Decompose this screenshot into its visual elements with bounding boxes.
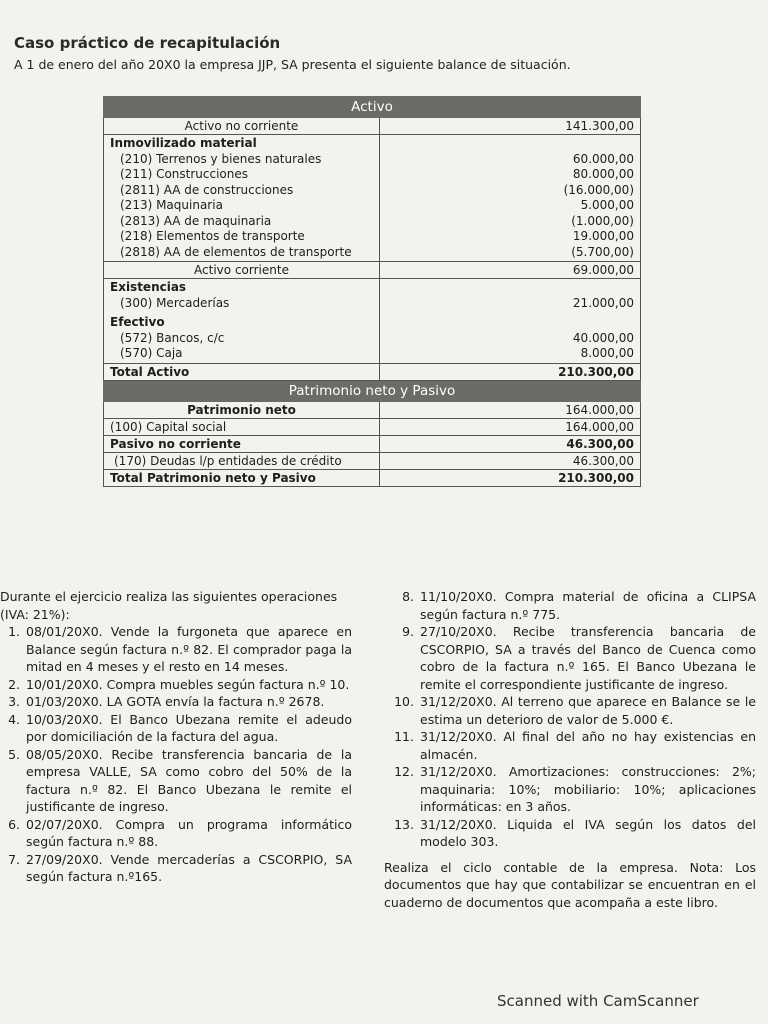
total-activo-label: Total Activo [104, 363, 380, 380]
inmov-values [380, 135, 641, 262]
anc-label: Activo no corriente [104, 118, 380, 135]
ops-intro: Durante el ejercicio realiza las siguientes operaciones (IVA: 21%): [0, 589, 338, 622]
inmov-item-value: (16.000,00) [563, 182, 634, 197]
operation-item [0, 693, 352, 711]
operation-number: 7. [8, 851, 20, 867]
efectivo-item-label: (570) Caja [120, 346, 183, 360]
activo-header: Activo [104, 97, 641, 118]
inmov-item-label: (2818) AA de elementos de transporte [120, 244, 352, 259]
efectivo-item-value: 8.000,00 [580, 346, 634, 360]
operation-number: 10. [394, 694, 414, 709]
inmov-item-label: (218) Elementos de transporte [120, 229, 305, 243]
balance-sheet-table [103, 96, 641, 487]
inmov-item-label: (2813) AA de maquinaria [120, 213, 272, 228]
operation-text: 02/07/20X0. Compra un programa informático según factura n.º 88. [26, 816, 352, 849]
inmov-item-value: 80.000,00 [572, 167, 634, 181]
operation-text: 11/10/20X0. Compra material de oficina a CLIPSA según factura n.º 775. [420, 589, 756, 622]
operation-number: 8. [402, 589, 414, 604]
operation-item [384, 693, 756, 728]
operation-text: 10/03/20X0. El Banco Ubezana remite el adeudo por domiciliación de la factura del agua. [26, 711, 352, 744]
ac-label: Activo corriente [104, 262, 380, 279]
deudas-value: 46.300,00 [380, 452, 641, 469]
operation-item [0, 816, 352, 851]
operation-number: 6. [8, 816, 20, 832]
operation-item [0, 676, 352, 694]
camscanner-watermark: Scanned with CamScanner [497, 992, 699, 1010]
intro-text: A 1 de enero del año 20X0 la empresa JJP, SA presenta el siguiente balance de situación. [14, 57, 571, 72]
operation-item [0, 746, 352, 816]
pnc-label: Pasivo no corriente [104, 435, 380, 452]
operation-item [384, 623, 756, 693]
operation-text: 10/01/20X0. Compra muebles según factura n.º 10. [26, 676, 350, 692]
inmov-item-label: (211) Construcciones [120, 167, 249, 181]
ac-total: 69.000,00 [380, 262, 641, 279]
operation-number: 11. [394, 729, 414, 744]
operation-item [384, 588, 756, 623]
inmov-item-label: (210) Terrenos y bienes naturales [120, 151, 322, 166]
operation-item [384, 763, 756, 816]
operation-item [384, 728, 756, 763]
operation-text: 31/12/20X0. Liquida el IVA según los datos del modelo 303. [420, 816, 756, 849]
page-title: Caso práctico de recapitulación [14, 34, 281, 52]
final-note: Realiza el ciclo contable de la empresa. Nota: Los documentos que hay que contabilizar se encuentran en el cuaderno de documentos que acompaña a este libro. [384, 859, 756, 910]
inmov-item-value: (5.700,00) [571, 244, 634, 259]
operation-number: 1. [8, 624, 20, 639]
exist-header: Existencias [110, 280, 187, 294]
total-pnp: 210.300,00 [380, 469, 641, 486]
operation-number: 13. [394, 816, 414, 832]
operation-number: 5. [8, 746, 20, 762]
total-activo: 210.300,00 [380, 363, 641, 380]
operations-left-column [0, 588, 352, 886]
operation-text: 31/12/20X0. Amortizaciones: construcciones: 2%; maquinaria: 10%; mobiliario: 10%; aplicaciones informáticas: en 3 años. [420, 764, 756, 814]
inmov-item-value: (1.000,00) [571, 213, 634, 228]
inmov-item-value: 19.000,00 [572, 229, 634, 243]
operation-number: 4. [8, 711, 20, 727]
anc-total: 141.300,00 [380, 118, 641, 135]
ac-values [380, 279, 641, 364]
operation-item [384, 816, 756, 851]
total-pnp-label: Total Patrimonio neto y Pasivo [104, 469, 380, 486]
pn-label: Patrimonio neto [104, 401, 380, 418]
inmov-labels [104, 135, 380, 262]
ac-labels [104, 279, 380, 364]
operation-text: 08/05/20X0. Recibe transferencia bancaria de la empresa VALLE, SA como cobro del 50% de la factura n.º 82. El Banco Ubezana le remite el justificante de ingreso. [26, 746, 352, 814]
operation-item [0, 711, 352, 746]
inmov-header: Inmovilizado material [110, 136, 257, 150]
operation-text: 27/09/20X0. Vende mercaderías a CSCORPIO, SA según factura n.º165. [26, 851, 352, 884]
inmov-item-label: (2811) AA de construcciones [120, 182, 294, 197]
pn-total: 164.000,00 [380, 401, 641, 418]
capital-value: 164.000,00 [380, 418, 641, 435]
inmov-item-value: 5.000,00 [580, 198, 634, 212]
operation-item [0, 851, 352, 886]
pnc-total: 46.300,00 [380, 435, 641, 452]
operation-text: 08/01/20X0. Vende la furgoneta que aparece en Balance según factura n.º 82. El comprador paga la mitad en 4 meses y el resto en 14 meses. [26, 624, 352, 674]
exist-item-value: 21.000,00 [572, 295, 634, 310]
operation-number: 3. [8, 694, 20, 709]
operation-text: 31/12/20X0. Al terreno que aparece en Balance se le estima un deterioro de valor de 5.000 €. [420, 694, 756, 727]
deudas-label: (170) Deudas l/p entidades de crédito [104, 452, 380, 469]
operation-number: 2. [8, 676, 20, 692]
inmov-item-label: (213) Maquinaria [120, 198, 223, 212]
operation-text: 31/12/20X0. Al final del año no hay existencias en almacén. [420, 729, 756, 762]
capital-label: (100) Capital social [104, 418, 380, 435]
operation-number: 12. [394, 764, 414, 779]
operations-right-column [384, 588, 756, 911]
efectivo-item-value: 40.000,00 [572, 330, 634, 345]
efectivo-item-label: (572) Bancos, c/c [120, 330, 225, 345]
operation-item [0, 623, 352, 676]
efectivo-header: Efectivo [110, 315, 165, 329]
operation-text: 27/10/20X0. Recibe transferencia bancaria de CSCORPIO, SA a través del Banco de Cuenca como cobro de la factura n.º 165. El Banco Ubezana le remite el correspondiente justificante de ingreso. [420, 624, 756, 692]
pnp-header: Patrimonio neto y Pasivo [104, 380, 641, 401]
inmov-item-value: 60.000,00 [572, 151, 634, 166]
exist-item-label: (300) Mercaderías [120, 295, 230, 310]
operation-number: 9. [402, 624, 414, 639]
operation-text: 01/03/20X0. LA GOTA envía la factura n.º 2678. [26, 694, 325, 709]
